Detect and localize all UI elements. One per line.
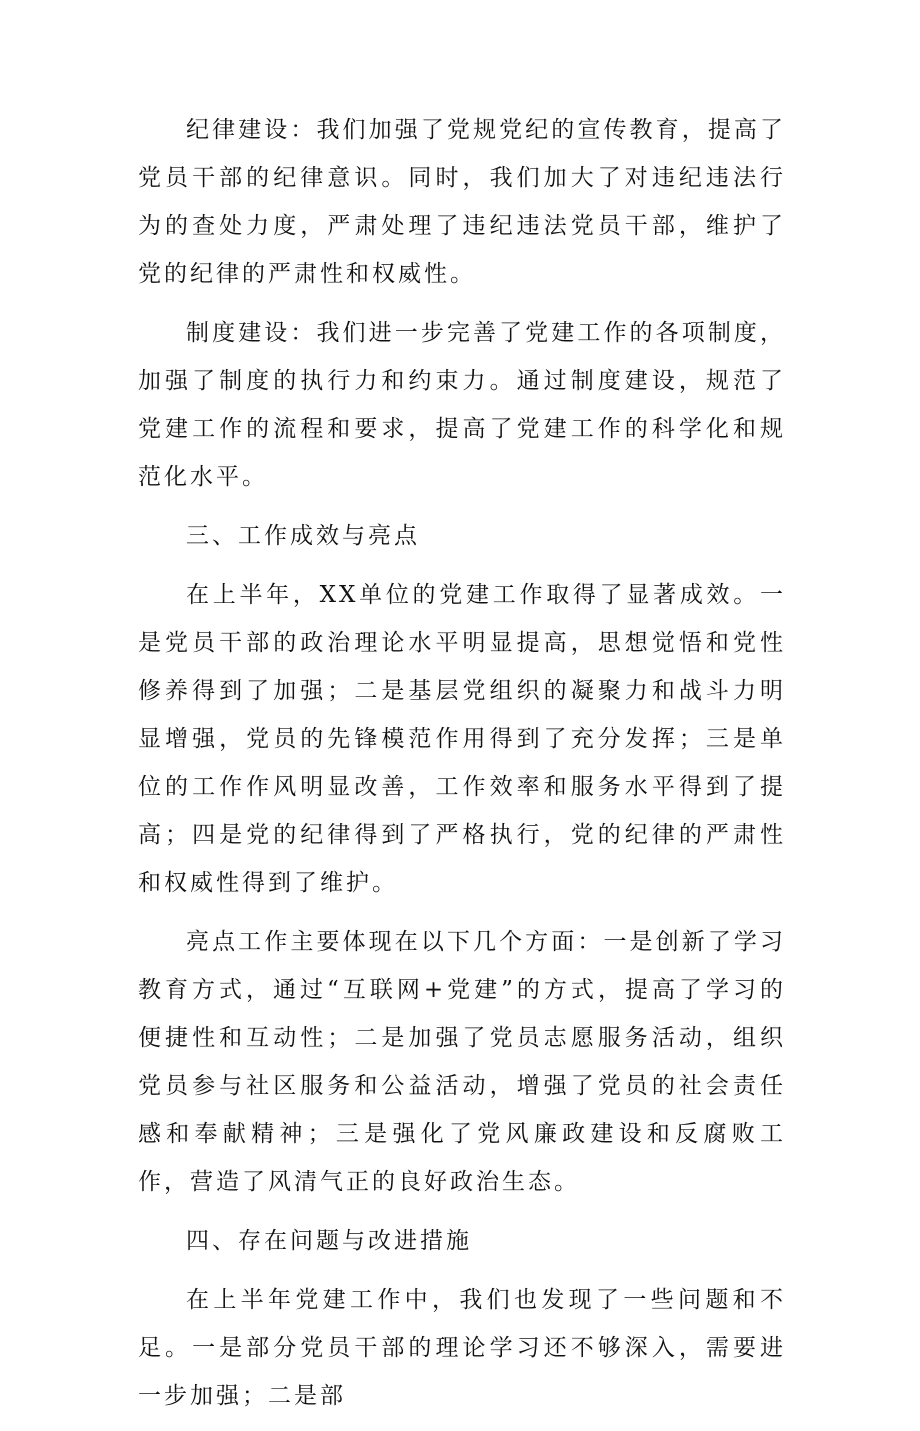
document-body xyxy=(138,106,786,1431)
paragraph-results: 在上半年，XX单位的党建工作取得了显著成效。一是党员干部的政治理论水平明显提高，思想觉悟和党性修养得到了加强；二是基层党组织的凝聚力和战斗力明显增强，党员的先锋模范作用得到了充分发挥；三是单位的工作作风明显改善，工作效率和服务水平得到了提高；四是党的纪律得到了严格执行，党的纪律的严肃性和权威性得到了维护。 xyxy=(138,582,786,896)
section-heading-results: 三、工作成效与亮点 xyxy=(186,523,420,549)
section-heading-problems: 四、存在问题与改进措施 xyxy=(186,1228,472,1254)
paragraph-system-building: 制度建设：我们进一步完善了党建工作的各项制度，加强了制度的执行力和约束力。通过制度建设，规范了党建工作的流程和要求，提高了党建工作的科学化和规范化水平。 xyxy=(138,320,786,490)
paragraph-discipline-building: 纪律建设：我们加强了党规党纪的宣传教育，提高了党员干部的纪律意识。同时，我们加大了对违纪违法行为的查处力度，严肃处理了违纪违法党员干部，维护了党的纪律的严肃性和权威性。 xyxy=(138,117,786,287)
paragraph-problems: 在上半年党建工作中，我们也发现了一些问题和不足。一是部分党员干部的理论学习还不够深入，需要进一步加强；二是部 xyxy=(138,1287,786,1409)
paragraph-highlights: 亮点工作主要体现在以下几个方面：一是创新了学习教育方式，通过“互联网+党建”的方式，提高了学习的便捷性和互动性；二是加强了党员志愿服务活动，组织党员参与社区服务和公益活动，增强了党员的社会责任感和奉献精神；三是强化了党风廉政建设和反腐败工作，营造了风清气正的良好政治生态。 xyxy=(138,929,786,1195)
